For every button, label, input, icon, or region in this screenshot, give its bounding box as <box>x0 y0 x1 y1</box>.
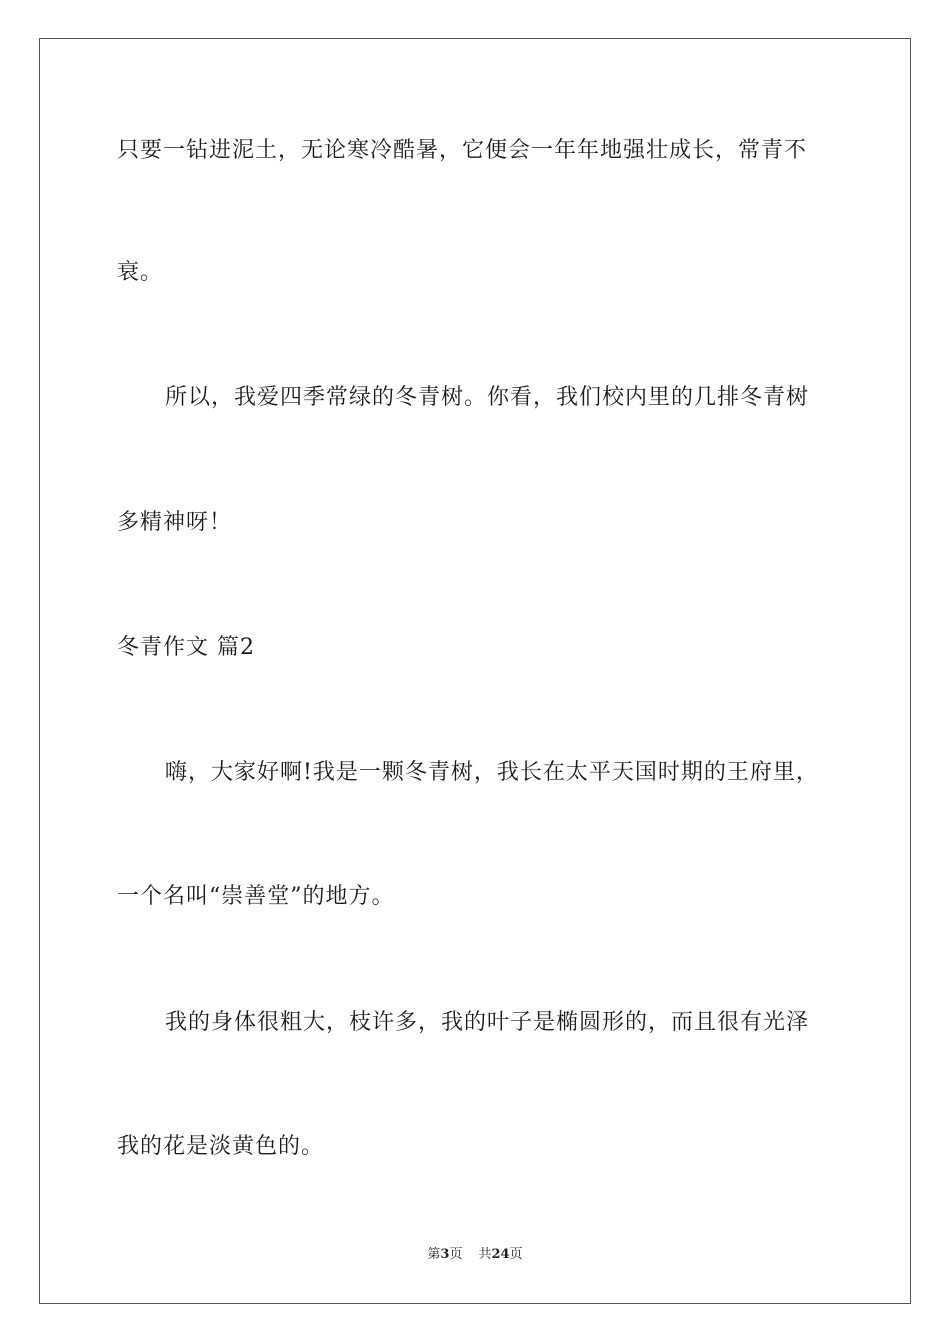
page-prefix: 第 <box>427 1247 441 1262</box>
paragraph-line: 一个名叫“崇善堂”的地方。 <box>117 884 395 909</box>
paragraph-line: 嗨，大家好啊!我是一颗冬青树，我长在太平天国时期的王府里， <box>165 760 819 785</box>
current-page-number: 3 <box>440 1247 450 1262</box>
paragraph-line: 我的身体很粗大，枝许多，我的叶子是椭圆形的，而且很有光泽 <box>165 1010 810 1035</box>
total-page-count: 24 <box>491 1247 510 1262</box>
paragraph-line: 所以，我爱四季常绿的冬青树。你看，我们校内里的几排冬青树 <box>165 385 810 410</box>
paragraph-line: 衰。 <box>117 260 164 285</box>
page-border <box>39 38 911 1304</box>
total-prefix: 共 <box>478 1247 492 1262</box>
paragraph-line: 多精神呀！ <box>117 510 233 535</box>
total-suffix: 页 <box>509 1247 523 1262</box>
paragraph-line: 我的花是淡黄色的。 <box>117 1134 325 1159</box>
page-footer <box>0 1246 950 1264</box>
paragraph-line: 只要一钻进泥土，无论寒冷酷暑，它便会一年年地强壮成长，常青不 <box>117 138 808 163</box>
section-heading: 冬青作文 篇2 <box>117 635 255 660</box>
page-suffix: 页 <box>449 1247 463 1262</box>
